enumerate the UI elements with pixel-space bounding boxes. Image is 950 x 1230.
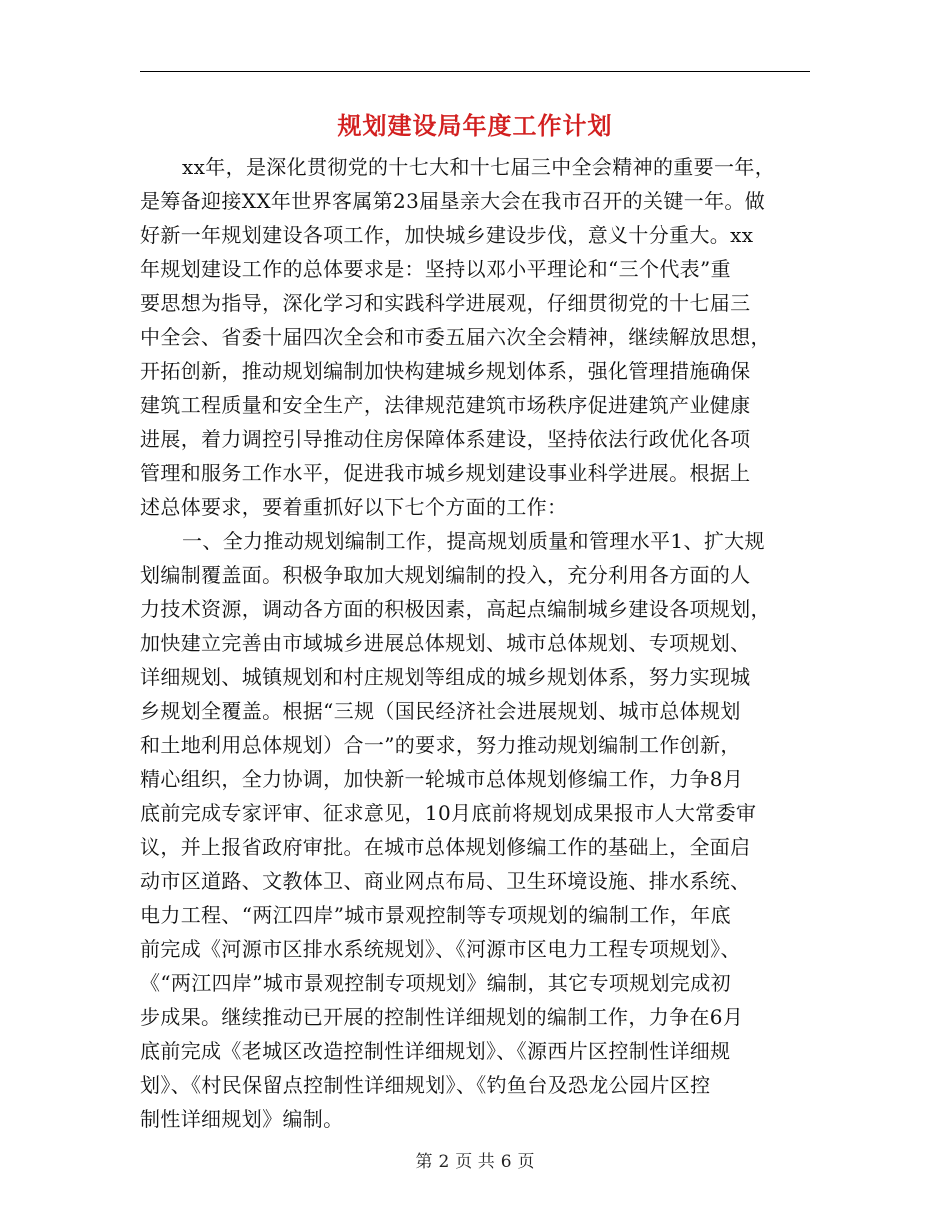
- page-footer: [0, 1150, 950, 1174]
- paragraph-line: 精心组织，全力协调，加快新一轮城市总体规划修编工作，力争8月: [140, 767, 744, 791]
- total-pages-number: 6: [500, 1152, 512, 1172]
- header-rule: [140, 71, 810, 72]
- paragraph-line: 开拓创新，推动规划编制加快构建城乡规划体系，强化管理措施确保: [140, 359, 751, 383]
- document-body: [140, 150, 812, 1136]
- paragraph-line: 详细规划、城镇规划和村庄规划等组成的城乡规划体系，努力实现城: [140, 665, 751, 689]
- paragraph-line: 和土地利用总体规划）合一”的要求，努力推动规划编制工作创新，: [140, 733, 741, 757]
- paragraph-line: 年规划建设工作的总体要求是：坚持以邓小平理论和“三个代表”重: [140, 257, 731, 281]
- paragraph-line: 前完成《河源市区排水系统规划》、《河源市区电力工程专项规划》、: [140, 937, 741, 961]
- paragraph-line: 进展，着力调控引导推动住房保障体系建设，坚持依法行政优化各项: [140, 427, 751, 451]
- paragraph-line: 加快建立完善由市域城乡进展总体规划、城市总体规划、专项规划、: [140, 631, 751, 655]
- paragraph-line: 要思想为指导，深化学习和实践科学进展观，仔细贯彻党的十七届三: [140, 291, 751, 315]
- footer-middle: 页 共: [455, 1152, 495, 1172]
- paragraph-line: 电力工程、“两江四岸”城市景观控制等专项规划的编制工作，年底: [140, 903, 731, 927]
- paragraph-line: 制性详细规划》编制。: [140, 1107, 344, 1131]
- paragraph-line: 划》、《村民保留点控制性详细规划》、《钓鱼台及恐龙公园片区控: [140, 1073, 711, 1097]
- paragraph-line: 底前完成《老城区改造控制性详细规划》、《源西片区控制性详细规: [140, 1039, 731, 1063]
- paragraph-line: 底前完成专家评审、征求意见，10月底前将规划成果报市人大常委审: [140, 801, 757, 825]
- paragraph-line: 步成果。继续推动已开展的控制性详细规划的编制工作，力争在6月: [140, 1005, 744, 1029]
- paragraph-line: xx年，是深化贯彻党的十七大和十七届三中全会精神的重要一年，: [182, 155, 776, 179]
- current-page-number: 2: [438, 1152, 450, 1172]
- paragraph-line: 划编制覆盖面。积极争取加大规划编制的投入，充分利用各方面的人: [140, 563, 751, 587]
- paragraph-line: 议，并上报省政府审批。在城市总体规划修编工作的基础上，全面启: [140, 835, 751, 859]
- paragraph-line: 管理和服务工作水平，促进我市城乡规划建设事业科学进展。根据上: [140, 461, 751, 485]
- paragraph-line: 述总体要求，要着重抓好以下七个方面的工作：: [140, 495, 568, 519]
- paragraph-line: 乡规划全覆盖。根据“三规（国民经济社会进展规划、城市总体规划: [140, 699, 741, 723]
- footer-prefix: 第: [415, 1152, 433, 1172]
- paragraph-line: 建筑工程质量和安全生产，法律规范建筑市场秩序促进建筑产业健康: [140, 393, 751, 417]
- paragraph-line: 《“两江四岸”城市景观控制专项规划》编制，其它专项规划完成初: [140, 971, 731, 995]
- paragraph-line: 好新一年规划建设各项工作，加快城乡建设步伐，意义十分重大。xx: [140, 223, 754, 247]
- footer-suffix: 页: [517, 1152, 535, 1172]
- document-title: 规划建设局年度工作计划: [337, 111, 613, 140]
- paragraph-line: 一、全力推动规划编制工作，提高规划质量和管理水平1、扩大规: [182, 529, 765, 553]
- paragraph-line: 动市区道路、文教体卫、商业网点布局、卫生环境设施、排水系统、: [140, 869, 751, 893]
- paragraph-line: 中全会、省委十届四次全会和市委五届六次全会精神，继续解放思想，: [140, 325, 771, 349]
- paragraph-line: 力技术资源，调动各方面的积极因素，高起点编制城乡建设各项规划，: [140, 597, 771, 621]
- paragraph-line: 是筹备迎接XX年世界客属第23届垦亲大会在我市召开的关键一年。做: [140, 189, 766, 213]
